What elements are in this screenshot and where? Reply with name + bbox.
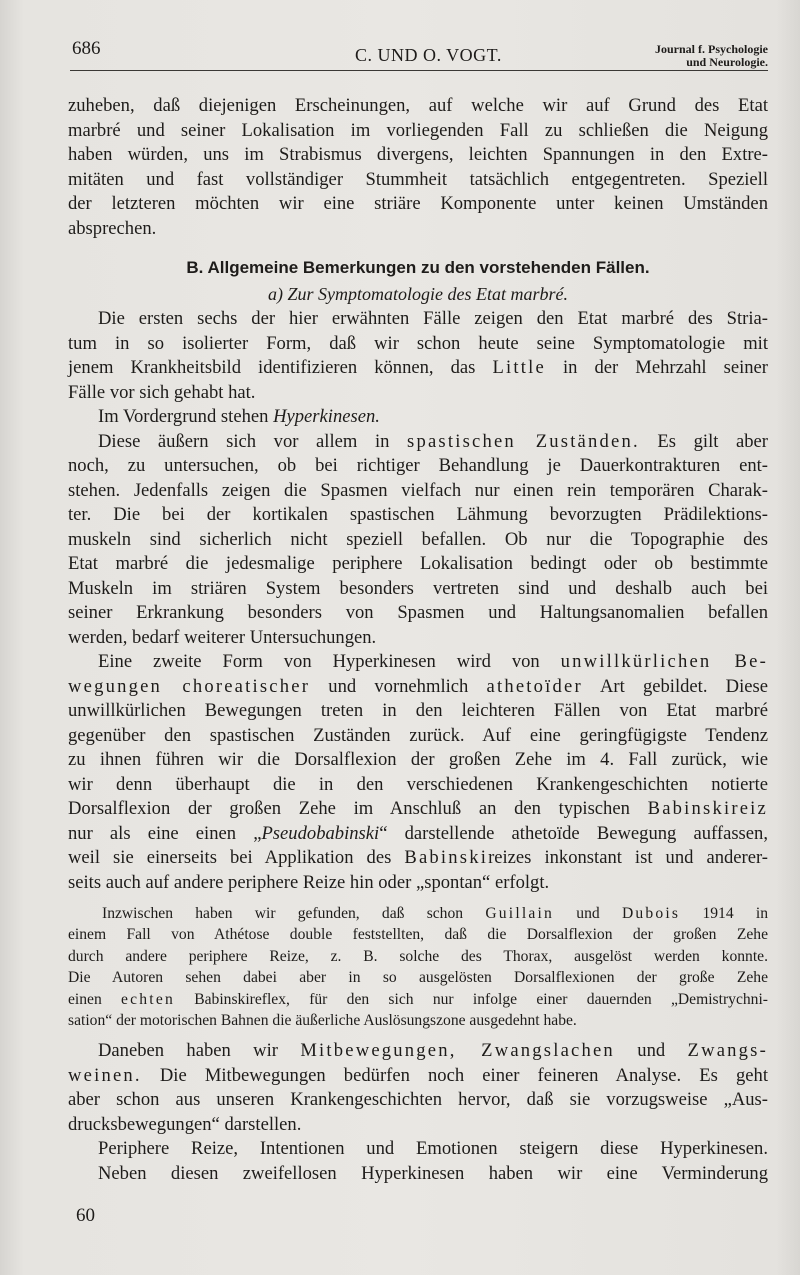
paragraph-4 xyxy=(68,430,768,651)
text-line: Die ersten sechs der hier erwähnten Fälle zeigen den Etat marbré des Stria- xyxy=(98,308,768,329)
emphasis-spaced: weinen. xyxy=(68,1064,142,1086)
journal-name xyxy=(655,43,768,69)
running-title: C. UND O. VOGT. xyxy=(355,45,502,65)
subsection-heading: a) Zur Symptomatologie des Etat marbré. xyxy=(268,284,568,304)
text-segment: 1914 in xyxy=(680,905,769,922)
spacer xyxy=(68,895,768,903)
text-line: zu ihnen führen wir die Dorsalflexion der großen Zehe im 4. Fall zurück, wie xyxy=(68,749,768,770)
emphasis-spaced: wegungen choreatischer xyxy=(68,675,311,697)
paragraph-6 xyxy=(68,1039,768,1137)
text-line xyxy=(68,430,768,455)
text-line xyxy=(68,846,768,871)
spacer xyxy=(68,1031,768,1039)
emphasis-spaced: Zwangs- xyxy=(687,1040,768,1062)
emphasis: Pseudobabinski xyxy=(261,822,380,844)
text-line: Die Autoren sehen dabei aber in so ausgelösten Dorsalflexionen der große Zehe xyxy=(68,969,768,987)
text-segment: Eine zweite Form von Hyperkinesen wird von xyxy=(98,651,561,672)
emphasis-spaced: athetoïder xyxy=(486,675,583,697)
emphasis-spaced: unwillkürlichen Be- xyxy=(560,651,769,672)
text-segment: reizes inkonstant ist und anderer- xyxy=(488,847,768,868)
text-line: muskeln sind sicherlich nicht speziell befallen. Ob nur die Topographie des xyxy=(68,528,768,550)
text-segment: Es gilt aber xyxy=(639,430,768,452)
signature-mark: 60 xyxy=(76,1205,95,1226)
journal-name-line-1: Journal f. Psychologie xyxy=(655,42,768,56)
author-name: Little xyxy=(492,357,546,378)
emphasis-spaced: Babinski xyxy=(404,847,489,868)
main-text xyxy=(68,94,768,1186)
text-segment: Inzwischen haben wir gefunden, daß schon xyxy=(102,905,486,922)
text-segment: und vornehmlich xyxy=(310,675,487,697)
text-line: unwillkürlichen Bewegungen treten in den leichteren Fällen von Etat marbré xyxy=(68,700,768,721)
text-line: absprechen. xyxy=(68,217,157,239)
text-line xyxy=(68,903,768,924)
text-line: aber schon aus unseren Krankengeschichten hervor, daß sie vorzugsweise „Aus- xyxy=(68,1089,768,1111)
author-name: Guillain xyxy=(485,905,555,922)
text-line: Etat marbré die jedesmalige periphere Lokalisation bedingt oder ob bestimmte xyxy=(68,553,768,574)
text-line: Muskeln im striären System besonders vertreten sind und deshalb auch bei xyxy=(68,577,768,599)
text-line: seits auch auf andere periphere Reize hin oder „spontan“ erfolgt. xyxy=(68,871,550,893)
text-line: haben würden, uns im Strabismus divergens, leichten Spannungen in den Extre- xyxy=(68,144,768,165)
paragraph-1 xyxy=(68,94,768,241)
text-line xyxy=(68,650,768,675)
section-heading: B. Allgemeine Bemerkungen zu den vorstehenden Fällen. xyxy=(186,258,650,277)
small-print-note xyxy=(68,903,768,1031)
text-segment: Diese äußern sich vor allem in xyxy=(98,430,408,452)
text-segment: Dorsalflexion der großen Zehe im Anschluß an den typischen xyxy=(68,798,648,819)
emphasis-spaced: spastischen Zuständen. xyxy=(407,430,640,452)
text-line: sation“ der motorischen Bahnen die äußerliche Auslösungszone ausgedehnt habe. xyxy=(68,1011,577,1029)
paragraph-7: Periphere Reize, Intentionen und Emotionen steigern diese Hyperkinesen. xyxy=(98,1138,768,1160)
text-line: durch andere periphere Reize, z. B. solche des Thorax, ausgelöst werden konnte. xyxy=(68,947,768,965)
text-segment: nur als eine einen „ xyxy=(68,822,262,844)
emphasis: Hyperkinesen. xyxy=(273,406,380,427)
text-line: noch, zu untersuchen, ob bei richtiger Behandlung je Dauerkontrakturen ent- xyxy=(68,455,768,476)
text-line xyxy=(68,989,768,1010)
text-line: stehen. Jedenfalls zeigen die Spasmen vielfach nur einen rein temporären Charak- xyxy=(68,479,768,501)
journal-name-line-2: und Neurologie. xyxy=(686,55,768,69)
text-segment: jenem Krankheitsbild identifizieren können, das xyxy=(68,357,493,378)
page-number: 686 xyxy=(72,38,101,59)
page-header xyxy=(0,0,800,78)
emphasis-spaced: Babinskireiz xyxy=(647,798,768,819)
text-line: wir denn überhaupt die in den verschiedenen Krankengeschichten notierte xyxy=(68,773,768,795)
emphasis-spaced: echten xyxy=(121,990,175,1008)
text-line: einem Fall von Athétose double feststellten, daß die Dorsalflexion der großen Zehe xyxy=(68,926,768,944)
text-segment: einen xyxy=(68,990,122,1008)
text-line: ter. Die bei der kortikalen spastischen Lähmung bevorzugten Prädilektions- xyxy=(68,504,768,525)
text-line xyxy=(68,822,768,847)
text-segment: Im Vordergrund stehen xyxy=(98,406,274,427)
text-segment: Art gebildet. Diese xyxy=(582,675,768,697)
text-segment: in der Mehrzahl seiner xyxy=(545,357,768,378)
header-rule xyxy=(70,70,768,71)
paragraph-5 xyxy=(68,650,768,895)
text-line: drucksbewegungen“ darstellen. xyxy=(68,1113,302,1135)
paragraph-3 xyxy=(68,405,768,430)
text-line: tum in so isolierter Form, daß wir schon heute seine Symptomatologie mit xyxy=(68,332,768,354)
text-line: marbré und seiner Lokalisation im vorliegenden Fall zu schließen die Neigung xyxy=(68,119,768,141)
text-line xyxy=(68,1064,768,1089)
text-line: zuheben, daß diejenigen Erscheinungen, auf welche wir auf Grund des Etat xyxy=(68,95,768,116)
text-line: seiner Erkrankung besonders von Spasmen und Haltungsanomalien befallen xyxy=(68,602,768,623)
text-segment: Daneben haben wir xyxy=(98,1040,301,1062)
text-segment: und xyxy=(614,1040,688,1062)
text-line xyxy=(68,1039,768,1064)
text-line: gegenüber den spastischen Zuständen zurück. Auf eine geringfügigste Tendenz xyxy=(68,724,768,746)
emphasis-spaced: Mitbewegungen, Zwangslachen xyxy=(300,1040,615,1062)
text-line xyxy=(68,356,768,381)
text-line: Fälle vor sich gehabt hat. xyxy=(68,381,256,403)
text-segment: und xyxy=(554,905,622,922)
text-segment: weil sie einerseits bei Applikation des xyxy=(68,847,405,868)
author-name: Dubois xyxy=(621,905,681,922)
text-line: mitäten und fast vollständiger Stummheit tatsächlich entgegentreten. Speziell xyxy=(68,168,768,190)
text-line xyxy=(68,675,768,700)
text-line: der letzteren möchten wir eine striäre Komponente unter keinen Umständen xyxy=(68,193,768,214)
paragraph-8: Neben diesen zweifellosen Hyperkinesen haben wir eine Verminderung xyxy=(98,1162,768,1184)
text-segment: Die Mitbewegungen bedürfen noch einer feineren Analyse. Es geht xyxy=(141,1064,768,1086)
text-line xyxy=(68,797,768,822)
text-segment: Babinskireflex, für den sich nur infolge einer dauernden „Demistrychni- xyxy=(174,990,768,1008)
paragraph-2 xyxy=(68,307,768,405)
text-line: werden, bedarf weiterer Untersuchungen. xyxy=(68,626,377,648)
text-segment: “ darstellende athetoïde Bewegung auffassen, xyxy=(379,822,768,844)
